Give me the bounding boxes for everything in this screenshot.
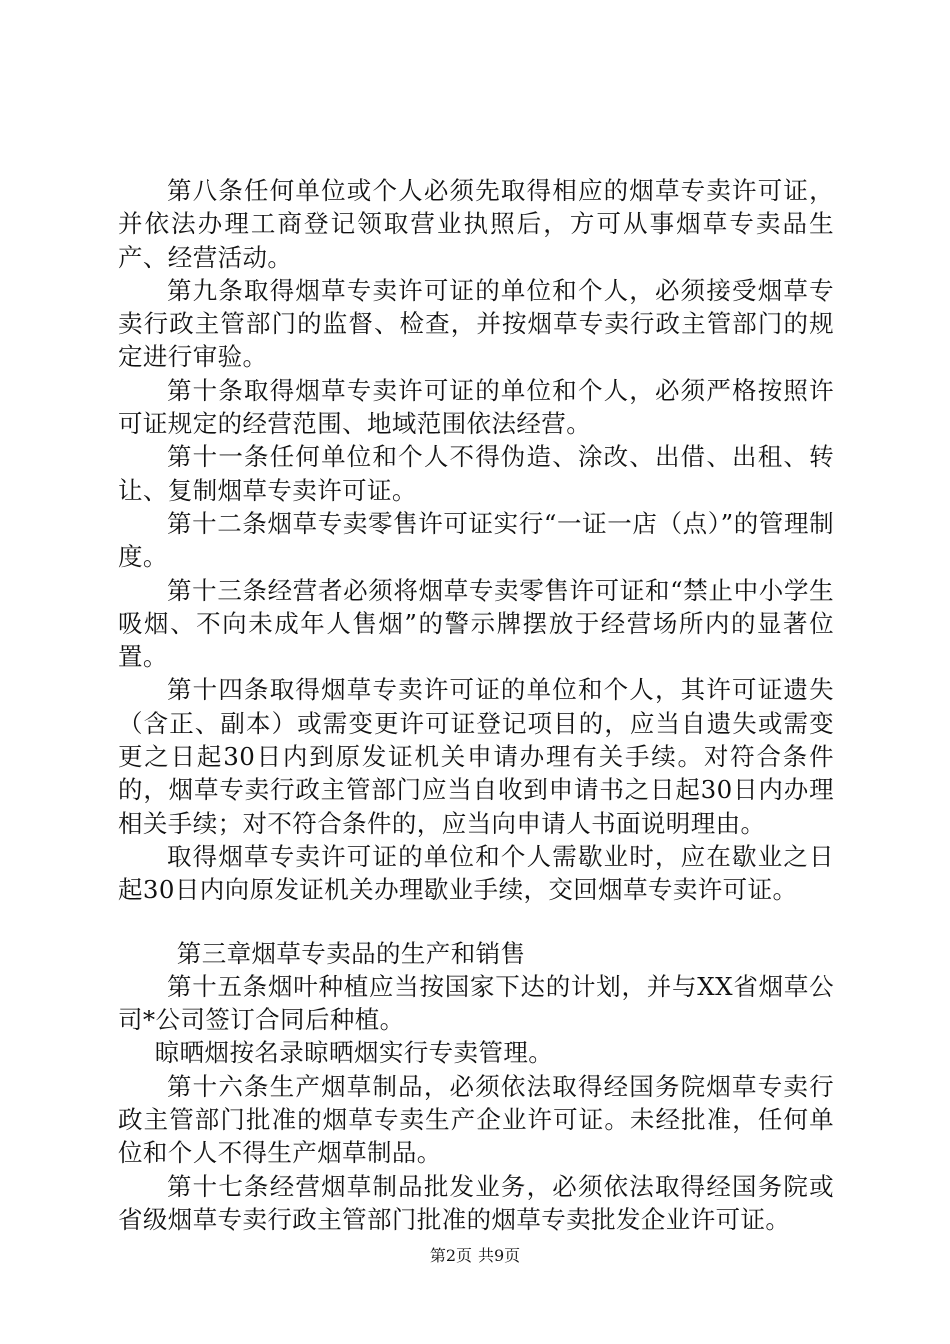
article-14: 第十四条取得烟草专卖许可证的单位和个人，其许可证遗失（含正、副本）或需变更许可证登记项目的，应当自遗失或需变更之日起30日内到原发证机关申请办理有关手续。对符合条件的，烟草专卖行政主管部门应当自收到申请书之日起30日内办理相关手续；对不符合条件的，应当向申请人书面说明理由。 [118,675,834,838]
article-15-continued: 晾晒烟按名录晾晒烟实行专卖管理。 [154,1038,554,1068]
chapter-heading: 第三章烟草专卖品的生产和销售 [176,938,526,968]
page-number: 第2页 [429,1246,472,1265]
article-8: 第八条任何单位或个人必须先取得相应的烟草专卖许可证，并依法办理工商登记领取营业执照后，方可从事烟草专卖品生产、经营活动。 [118,176,834,272]
article-13: 第十三条经营者必须将烟草专卖零售许可证和“禁止中小学生吸烟、不向未成年人售烟”的警示牌摆放于经营场所内的显著位置。 [118,575,834,672]
article-9: 第九条取得烟草专卖许可证的单位和个人，必须接受烟草专卖行政主管部门的监督、检查，并按烟草专卖行政主管部门的规定进行审验。 [118,275,834,372]
article-16: 第十六条生产烟草制品，必须依法取得经国务院烟草专卖行政主管部门批准的烟草专卖生产企业许可证。未经批准，任何单位和个人不得生产烟草制品。 [118,1071,834,1168]
article-14-continued: 取得烟草专卖许可证的单位和个人需歇业时，应在歇业之日起30日内向原发证机关办理歇业手续，交回烟草专卖许可证。 [118,841,834,905]
document-body [118,174,834,1236]
article-10: 第十条取得烟草专卖许可证的单位和个人，必须严格按照许可证规定的经营范围、地域范围依法经营。 [118,375,834,439]
page-footer [0,1243,950,1266]
page-total: 共9页 [478,1246,521,1265]
article-11: 第十一条任何单位和个人不得伪造、涂改、出借、出租、转让、复制烟草专卖许可证。 [118,442,834,505]
article-15: 第十五条烟叶种植应当按国家下达的计划，并与XX省烟草公司*公司签订合同后种植。 [118,971,834,1035]
article-12: 第十二条烟草专卖零售许可证实行“一证一店（点）”的管理制度。 [118,508,834,572]
article-17: 第十七条经营烟草制品批发业务，必须依法取得经国务院或省级烟草专卖行政主管部门批准的烟草专卖批发企业许可证。 [118,1171,834,1234]
